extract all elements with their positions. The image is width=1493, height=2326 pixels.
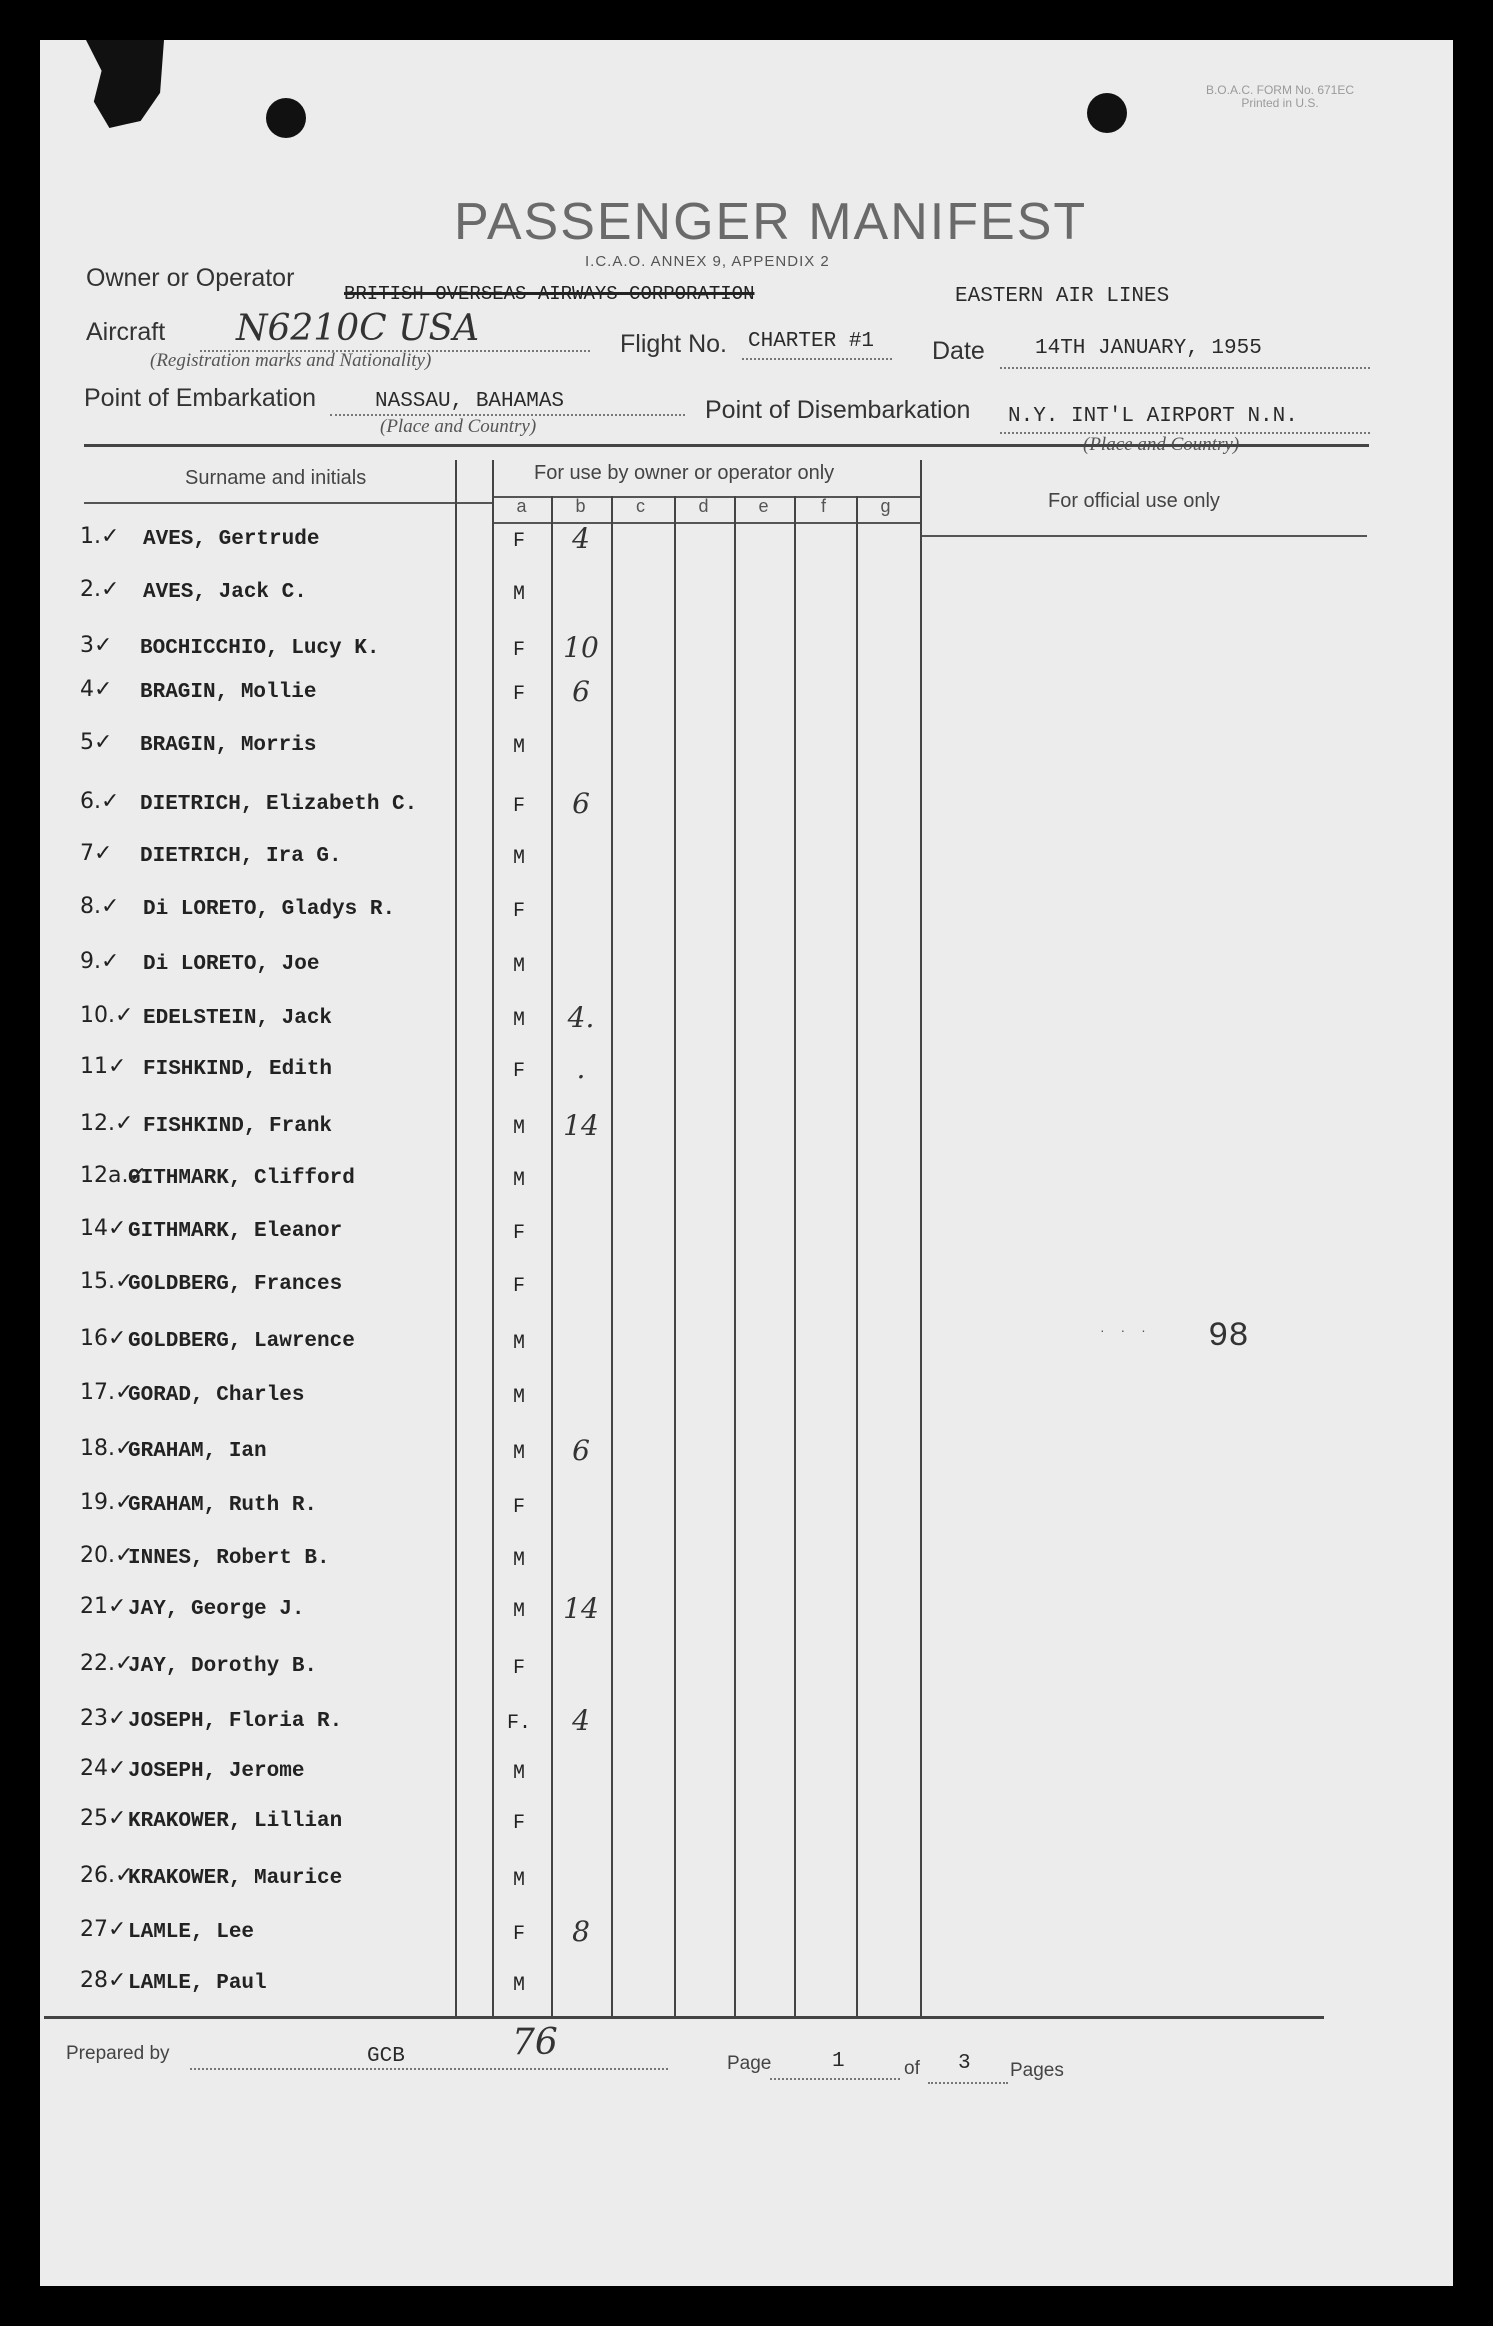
passenger-name: JOSEPH, Jerome — [128, 1760, 305, 1783]
row-number: 17.✓ — [80, 1380, 134, 1405]
row-number: 3✓ — [80, 633, 113, 658]
row-number: 15.✓ — [80, 1269, 134, 1294]
passenger-name: FISHKIND, Edith — [143, 1058, 333, 1081]
row-number: 11✓ — [80, 1054, 127, 1079]
passenger-sex: M — [512, 1117, 525, 1140]
passenger-name: JOSEPH, Floria R. — [128, 1710, 343, 1733]
aircraft-value: N6210C USA — [236, 308, 480, 349]
passenger-name: JAY, George J. — [128, 1598, 305, 1621]
surname-header: Surname and initials — [185, 467, 367, 489]
passenger-sex: M — [512, 955, 525, 978]
table-top-rule — [84, 444, 1369, 447]
passenger-name: GITHMARK, Clifford — [128, 1167, 355, 1190]
page-label: Page — [727, 2053, 772, 2074]
embark-label: Point of Embarkation — [84, 384, 317, 412]
column-header-e: e — [758, 496, 769, 516]
passenger-name: AVES, Jack C. — [143, 581, 307, 604]
flight-line — [742, 358, 892, 360]
row-number: 25✓ — [80, 1806, 127, 1831]
embark-value: NASSAU, BAHAMAS — [375, 390, 565, 413]
passenger-sex: M — [512, 736, 525, 759]
disembark-label: Point of Disembarkation — [705, 396, 971, 424]
column-b-value: 6 — [572, 1434, 590, 1467]
passenger-name: AVES, Gertrude — [143, 528, 320, 551]
aircraft-label: Aircraft — [86, 318, 166, 346]
column-b-value: . — [576, 1052, 586, 1085]
passenger-sex: F — [512, 639, 525, 662]
date-line — [1000, 367, 1370, 369]
aircraft-note: (Registration marks and Nationality) — [150, 350, 432, 371]
passenger-name: GRAHAM, Ian — [128, 1440, 267, 1463]
total-value: 76 — [512, 2022, 558, 2063]
passenger-sex: F — [512, 1060, 525, 1083]
row-number: 28✓ — [80, 1968, 127, 1993]
embark-note: (Place and Country) — [380, 416, 537, 437]
table-bottom-rule — [44, 2016, 1324, 2019]
passenger-name: Di LORETO, Gladys R. — [143, 898, 396, 921]
form-number — [1180, 84, 1380, 110]
passenger-sex: F — [512, 683, 525, 706]
row-number: 21✓ — [80, 1594, 127, 1619]
disembark-value: N.Y. INT'L AIRPORT N.N. — [1008, 405, 1298, 428]
column-g-left — [856, 496, 858, 2016]
row-number: 4✓ — [80, 677, 113, 702]
row-number: 19.✓ — [80, 1490, 134, 1515]
passenger-name: GOLDBERG, Frances — [128, 1273, 343, 1296]
passenger-sex: F — [512, 1222, 525, 1245]
column-b-value: 4 — [572, 1704, 590, 1737]
document-title: PASSENGER MANIFEST — [454, 193, 1088, 251]
row-number: 12.✓ — [80, 1111, 134, 1136]
row-number: 8.✓ — [80, 894, 120, 919]
passenger-sex: M — [512, 1974, 525, 1997]
page-value: 1 — [832, 2050, 845, 2073]
passenger-sex: F. — [506, 1712, 531, 1735]
passenger-name: INNES, Robert B. — [128, 1547, 330, 1570]
passenger-sex: M — [512, 1869, 525, 1892]
column-b-value: 8 — [572, 1915, 590, 1948]
column-c-left — [611, 496, 613, 2016]
column-b-value: 4. — [567, 1001, 595, 1034]
column-header-b: b — [575, 496, 586, 516]
date-label: Date — [932, 337, 985, 365]
passenger-sex: M — [512, 1332, 525, 1355]
page-line — [770, 2078, 900, 2080]
surname-column-divider — [455, 460, 457, 2016]
official-header-rule — [920, 535, 1367, 537]
passenger-name: GRAHAM, Ruth R. — [128, 1494, 318, 1517]
passenger-name: BOCHICCHIO, Lucy K. — [140, 637, 380, 660]
official-use-header: For official use only — [1048, 490, 1220, 512]
row-number: 18.✓ — [80, 1436, 134, 1461]
official-smudge: · · · — [1100, 1322, 1152, 1338]
row-number: 5✓ — [80, 730, 113, 755]
column-e-left — [734, 496, 736, 2016]
owner-use-header: For use by owner or operator only — [534, 462, 835, 484]
punch-hole-right — [1087, 93, 1127, 133]
row-number: 14✓ — [80, 1216, 127, 1241]
passenger-name: EDELSTEIN, Jack — [143, 1007, 333, 1030]
passenger-sex: F — [512, 1496, 525, 1519]
of-value: 3 — [958, 2052, 971, 2075]
passenger-name: BRAGIN, Morris — [140, 734, 317, 757]
passenger-name: LAMLE, Paul — [128, 1972, 267, 1995]
column-f-left — [794, 496, 796, 2016]
column-b-value: 6 — [572, 787, 590, 820]
passenger-name: GORAD, Charles — [128, 1384, 305, 1407]
passenger-sex: F — [512, 530, 525, 553]
official-column-divider — [920, 460, 922, 2016]
prepared-label: Prepared by — [66, 2043, 170, 2064]
official-mark: 98 — [1208, 1318, 1249, 1356]
passenger-name: KRAKOWER, Lillian — [128, 1810, 343, 1833]
owner-label: Owner or Operator — [86, 264, 295, 292]
passenger-name: BRAGIN, Mollie — [140, 681, 317, 704]
column-b-value: 10 — [563, 631, 599, 664]
passenger-sex: M — [512, 1549, 525, 1572]
column-b-value: 14 — [563, 1592, 599, 1625]
passenger-sex: M — [512, 1442, 525, 1465]
passenger-sex: F — [512, 795, 525, 818]
form-number-line1: B.O.A.C. FORM No. 671EC — [1205, 83, 1355, 97]
row-number: 27✓ — [80, 1917, 127, 1942]
passenger-sex: M — [512, 1169, 525, 1192]
row-number: 7✓ — [80, 841, 113, 866]
passenger-name: DIETRICH, Ira G. — [140, 845, 342, 868]
flight-label: Flight No. — [620, 330, 727, 358]
date-value: 14TH JANUARY, 1955 — [1035, 337, 1262, 360]
row-number: 12a.✓ — [80, 1163, 147, 1188]
passenger-sex: F — [512, 1657, 525, 1680]
prepared-value: GCB — [367, 2045, 405, 2068]
row-number: 16✓ — [80, 1326, 127, 1351]
passenger-name: Di LORETO, Joe — [143, 953, 320, 976]
flight-value: CHARTER #1 — [748, 330, 875, 353]
row-number: 1.✓ — [80, 524, 120, 549]
column-header-f: f — [820, 496, 826, 516]
column-b-value: 14 — [563, 1109, 599, 1142]
passenger-sex: M — [512, 1762, 525, 1785]
manifest-sheet — [40, 40, 1453, 2286]
passenger-name: KRAKOWER, Maurice — [128, 1867, 343, 1890]
column-d-left — [674, 496, 676, 2016]
column-b-value: 4 — [572, 522, 590, 555]
row-number: 23✓ — [80, 1706, 127, 1731]
passenger-name: FISHKIND, Frank — [143, 1115, 333, 1138]
row-number: 22.✓ — [80, 1651, 134, 1676]
passenger-sex: F — [512, 900, 525, 923]
passenger-sex: M — [512, 583, 525, 606]
punch-hole-left — [266, 98, 306, 138]
row-number: 26.✓ — [80, 1863, 134, 1888]
column-b-value: 6 — [572, 675, 590, 708]
pages-label: Pages — [1010, 2060, 1064, 2081]
document-subtitle: I.C.A.O. ANNEX 9, APPENDIX 2 — [585, 253, 830, 270]
passenger-name: DIETRICH, Elizabeth C. — [140, 793, 418, 816]
passenger-sex: F — [512, 1275, 525, 1298]
passenger-sex: F — [512, 1923, 525, 1946]
passenger-name: LAMLE, Lee — [128, 1921, 255, 1944]
of-line — [928, 2082, 1008, 2084]
surname-header-rule — [84, 502, 494, 504]
owner-struck-value: BRITISH OVERSEAS AIRWAYS CORPORATION — [344, 283, 755, 305]
column-header-d: d — [698, 496, 709, 516]
passenger-name: JAY, Dorothy B. — [128, 1655, 318, 1678]
row-number: 6.✓ — [80, 789, 120, 814]
row-number: 9.✓ — [80, 949, 120, 974]
passenger-sex: F — [512, 1812, 525, 1835]
passenger-sex: M — [512, 1386, 525, 1409]
passenger-sex: M — [512, 1009, 525, 1032]
column-header-a: a — [516, 496, 527, 516]
column-b-left — [551, 496, 553, 2016]
disembark-note: (Place and Country) — [1083, 434, 1240, 455]
passenger-sex: M — [512, 1600, 525, 1623]
passenger-sex: M — [512, 847, 525, 870]
owner-value: EASTERN AIR LINES — [955, 285, 1170, 308]
of-label: of — [904, 2058, 920, 2079]
row-number: 2.✓ — [80, 577, 120, 602]
passenger-name: GITHMARK, Eleanor — [128, 1220, 343, 1243]
column-header-g: g — [880, 496, 891, 516]
row-number: 20.✓ — [80, 1543, 134, 1568]
prepared-line — [190, 2068, 668, 2070]
column-a-left — [492, 460, 494, 2016]
column-header-c: c — [636, 496, 645, 516]
form-number-line2: Printed in U.S. — [1241, 96, 1319, 110]
passenger-name: GOLDBERG, Lawrence — [128, 1330, 355, 1353]
row-number: 10.✓ — [80, 1003, 134, 1028]
row-number: 24✓ — [80, 1756, 127, 1781]
